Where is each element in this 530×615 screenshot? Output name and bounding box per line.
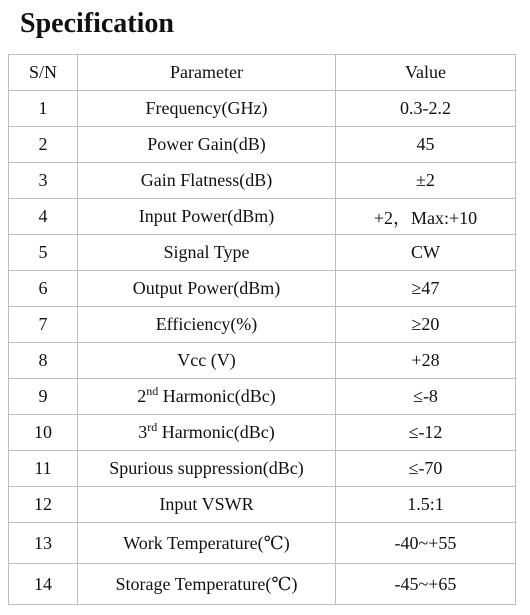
table-row: [9, 379, 516, 415]
row-parameter: Work Temperature(℃): [78, 523, 336, 564]
row-parameter: Gain Flatness(dB): [78, 163, 336, 199]
table-row: [9, 523, 516, 564]
row-value: ±2: [336, 163, 516, 199]
ordinal-suffix: rd: [147, 420, 158, 434]
row-sn: 7: [9, 307, 78, 343]
table-row: [9, 343, 516, 379]
table-row: [9, 307, 516, 343]
page-title: Specification: [20, 8, 174, 39]
row-sn: 3: [9, 163, 78, 199]
table-row: [9, 163, 516, 199]
table-row: [9, 91, 516, 127]
row-sn: 6: [9, 271, 78, 307]
row-value: ≥20: [336, 307, 516, 343]
row-sn: 11: [9, 451, 78, 487]
table-row: [9, 487, 516, 523]
row-parameter: [78, 415, 336, 451]
row-value: ≥47: [336, 271, 516, 307]
row-sn: 8: [9, 343, 78, 379]
row-value: 0.3-2.2: [336, 91, 516, 127]
table-row: [9, 415, 516, 451]
row-value: 45: [336, 127, 516, 163]
row-value: -45~+65: [336, 564, 516, 605]
row-parameter: Input Power(dBm): [78, 199, 336, 235]
row-sn: 9: [9, 379, 78, 415]
parameter-text: Harmonic(dBc): [157, 422, 275, 442]
row-value: 1.5:1: [336, 487, 516, 523]
row-sn: 10: [9, 415, 78, 451]
row-parameter: Vcc (V): [78, 343, 336, 379]
table-row: [9, 199, 516, 235]
table-row: [9, 127, 516, 163]
specification-table: [8, 54, 516, 605]
row-parameter: Efficiency(%): [78, 307, 336, 343]
header-value: Value: [336, 55, 516, 91]
row-value: +28: [336, 343, 516, 379]
table-header-row: [9, 55, 516, 91]
row-value: ≤-12: [336, 415, 516, 451]
row-sn: 14: [9, 564, 78, 605]
table-row: [9, 564, 516, 605]
row-parameter: Storage Temperature(℃): [78, 564, 336, 605]
table-row: [9, 271, 516, 307]
row-value: ≤-70: [336, 451, 516, 487]
row-value: CW: [336, 235, 516, 271]
row-parameter: Input VSWR: [78, 487, 336, 523]
row-parameter: Frequency(GHz): [78, 91, 336, 127]
table-row: [9, 451, 516, 487]
row-value: -40~+55: [336, 523, 516, 564]
harmonic-order: 3: [138, 422, 148, 442]
parameter-text: Harmonic(dBc): [158, 386, 276, 406]
row-sn: 2: [9, 127, 78, 163]
row-parameter: Spurious suppression(dBc): [78, 451, 336, 487]
row-sn: 12: [9, 487, 78, 523]
row-sn: 1: [9, 91, 78, 127]
row-sn: 4: [9, 199, 78, 235]
table-row: [9, 235, 516, 271]
row-parameter: [78, 379, 336, 415]
header-sn: S/N: [9, 55, 78, 91]
row-value: ≤-8: [336, 379, 516, 415]
row-value: +2，Max:+10: [336, 199, 516, 235]
row-parameter: Signal Type: [78, 235, 336, 271]
header-parameter: Parameter: [78, 55, 336, 91]
row-sn: 13: [9, 523, 78, 564]
row-parameter: Power Gain(dB): [78, 127, 336, 163]
row-sn: 5: [9, 235, 78, 271]
row-parameter: Output Power(dBm): [78, 271, 336, 307]
ordinal-suffix: nd: [146, 384, 159, 398]
harmonic-order: 2: [137, 386, 147, 406]
